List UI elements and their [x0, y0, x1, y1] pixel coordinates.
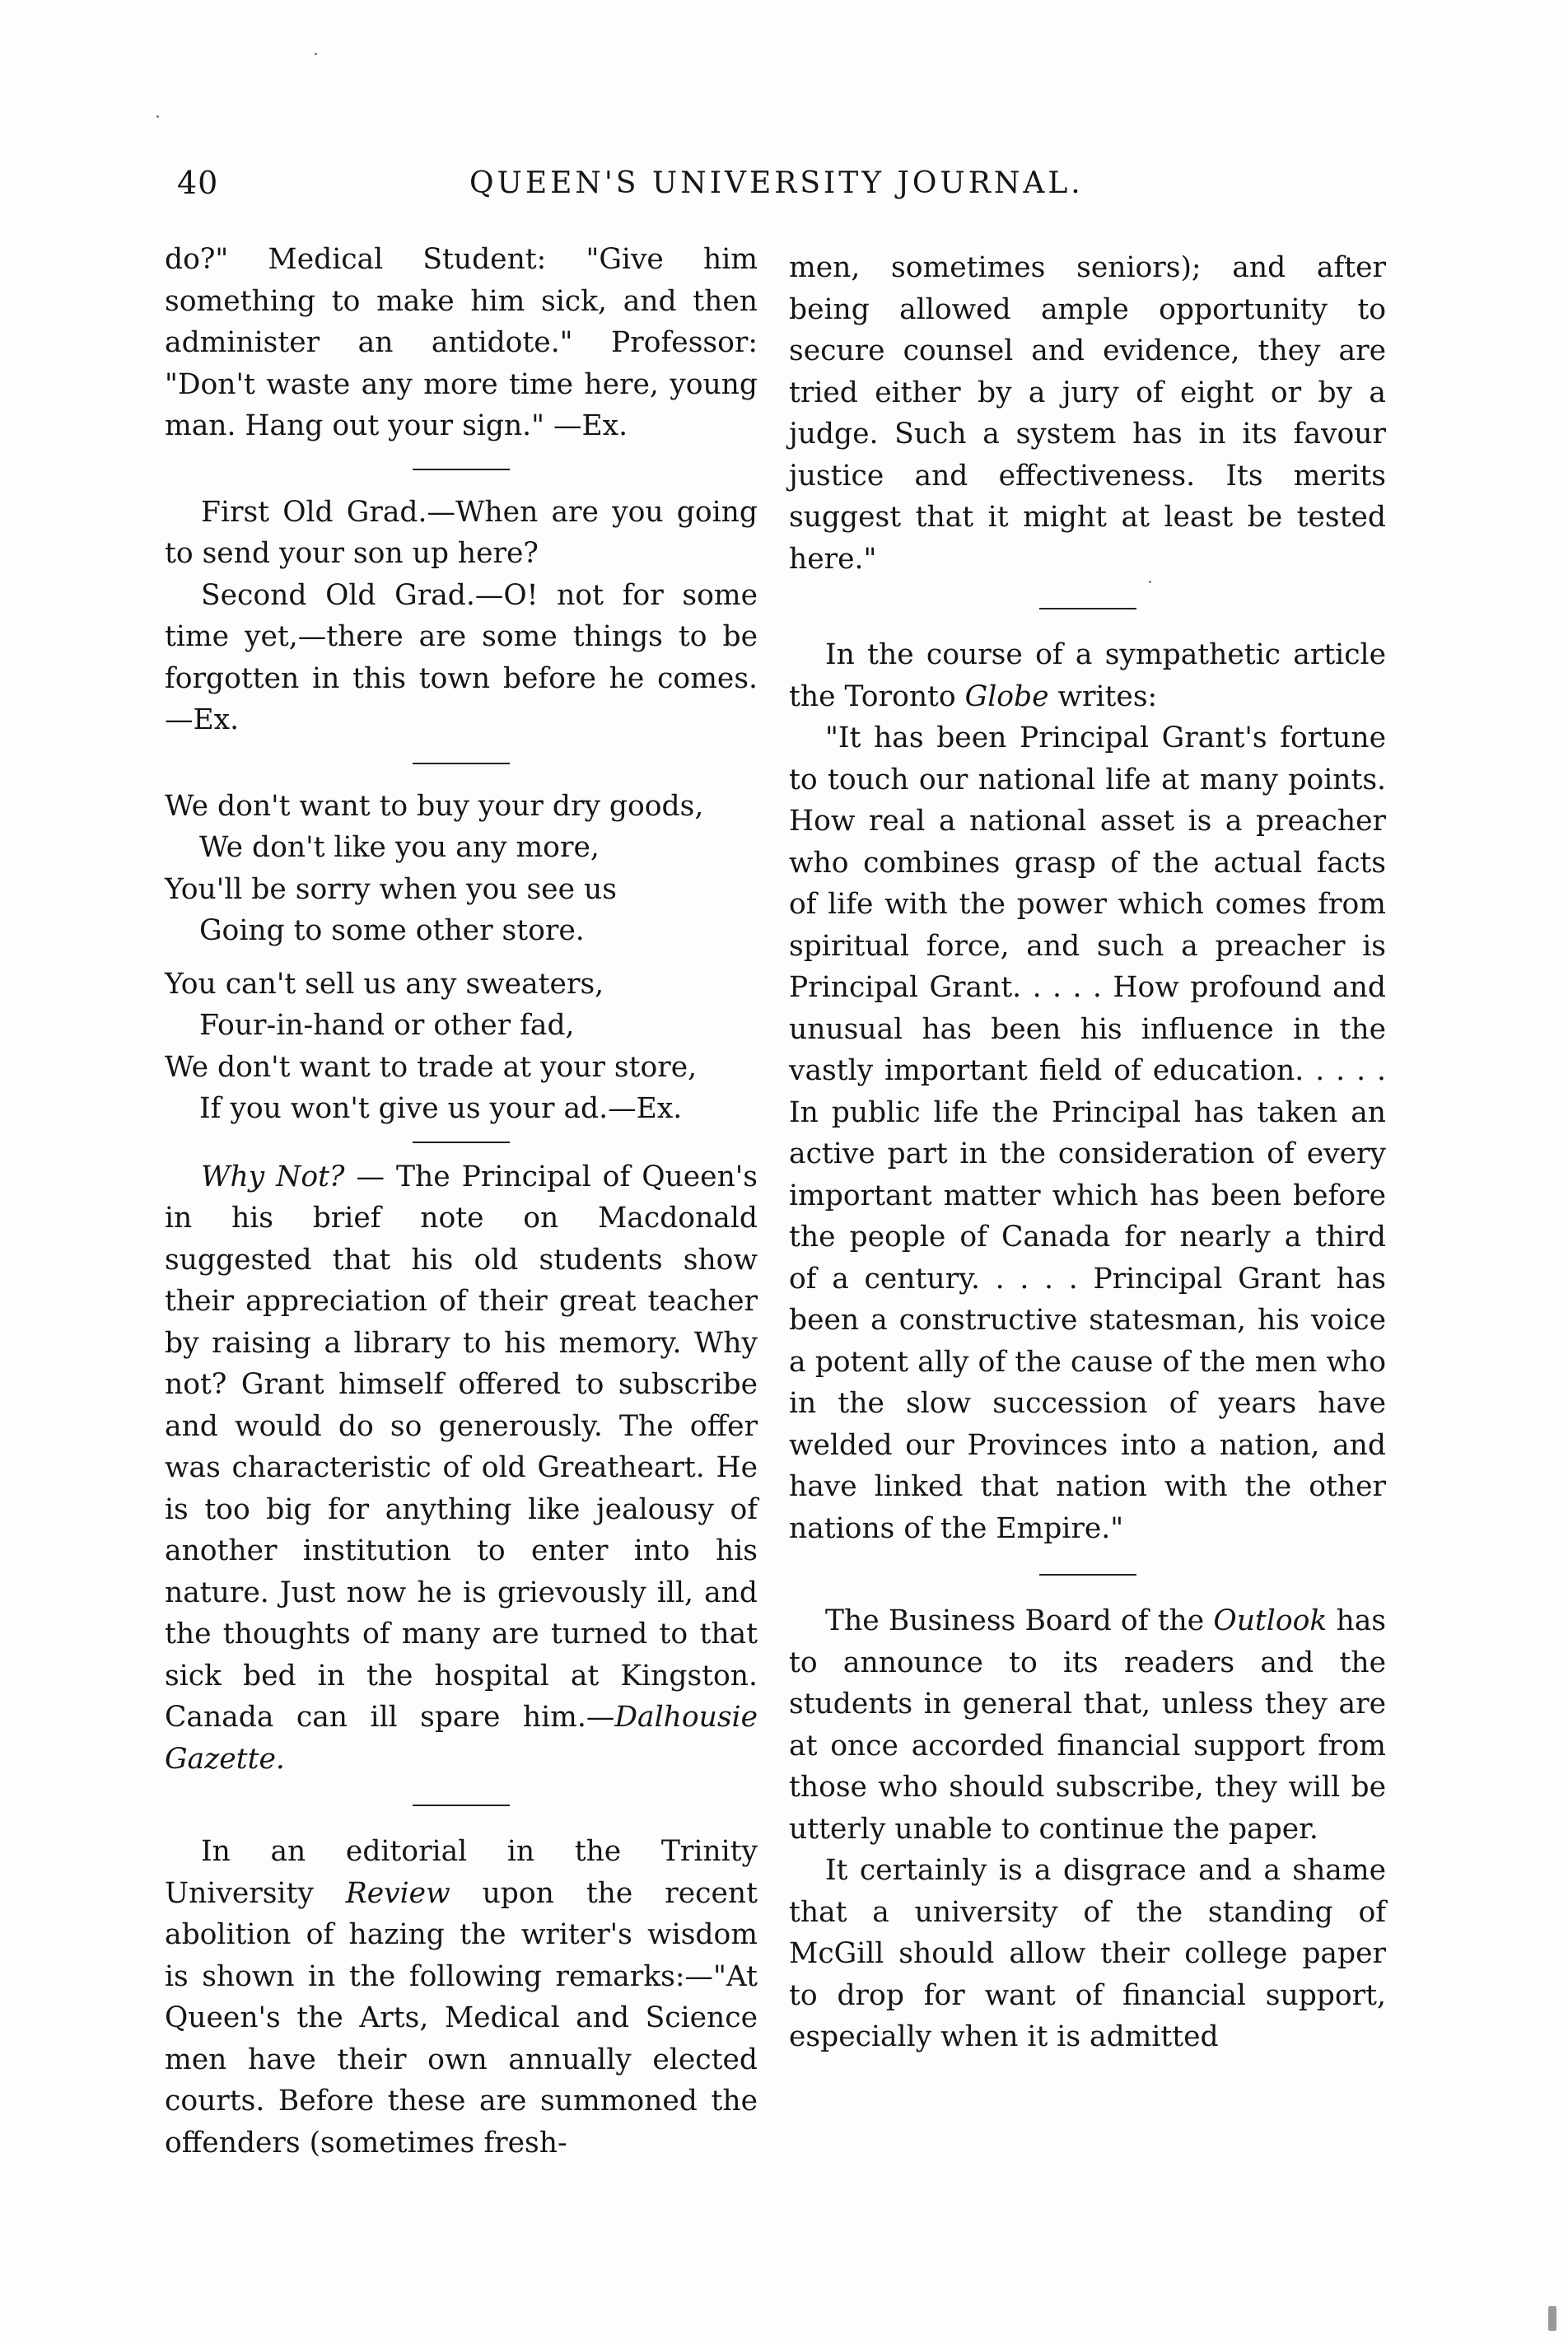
second-old-grad-paragraph: Second Old Grad.—O! not for some time yet,—there are some things to be forgotten in this town before he comes.—Ex.	[165, 578, 758, 736]
review-title: Review	[345, 1876, 450, 1910]
why-not-body: — The Principal of Queen's in his brief note on Macdonald suggested that his old students show their appreciation of their great teacher by raising a library to his memory. Why not? Grant himself offered to subscribe and would do so generously. The offer was characteristic of old Greatheart. He is too big for anything like jealousy of another institution to enter into his nature. Just now he is grievously ill, and the thoughts of many are turned to that sick bed in the hospital at Kingston. Canada can ill spare him.—	[165, 1160, 758, 1734]
verse-line: You'll be sorry when you see us	[165, 872, 617, 906]
page-header	[177, 165, 1396, 214]
journal-title: QUEEN'S UNIVERSITY JOURNAL.	[469, 166, 1084, 200]
verse-line: If you won't give us your ad.—Ex.	[199, 1092, 683, 1125]
scan-edge-mark	[1548, 2306, 1556, 2331]
outlook-text-a: The Business Board of the	[825, 1604, 1214, 1637]
outlook-business-board-paragraph	[789, 1600, 1386, 1850]
section-divider	[413, 763, 510, 764]
outlook-title: Outlook	[1213, 1604, 1328, 1637]
outlook-text-b: has to announce to its readers and the students in general that, unless they are at once accorded financial support from those who should subscribe, they will be utterly unable to continue the paper.	[789, 1604, 1386, 1846]
trinity-review-text-a: In an editorial in the Trinity University	[165, 1835, 758, 1910]
dalhousie-gazette-source: Dalhousie Gazette.	[165, 1701, 758, 1776]
stanza-gap	[165, 952, 758, 964]
section-divider	[1039, 1574, 1136, 1576]
why-not-paragraph	[165, 1156, 758, 1781]
trinity-review-paragraph	[165, 1831, 758, 2164]
globe-intro-text-a: In the course of a sympathetic article the Toronto	[789, 638, 1386, 713]
globe-title: Globe	[964, 679, 1049, 713]
section-divider	[413, 1142, 510, 1143]
mcgill-disgrace-paragraph: It certainly is a disgrace and a shame that a university of the standing of McGill should allow their college paper to drop for want of financial support, especially when it is admitted	[789, 1854, 1386, 2053]
section-divider	[413, 1805, 510, 1806]
toronto-globe-intro	[789, 634, 1386, 717]
section-divider	[413, 469, 510, 470]
verse-line: We don't want to buy your dry goods,	[165, 789, 704, 823]
left-column	[165, 239, 758, 2164]
verse-line: Going to some other store.	[199, 914, 585, 947]
globe-intro-text-b: writes:	[1048, 679, 1158, 713]
verse-line: We don't like you any more,	[199, 831, 600, 864]
principal-grant-quote: "It has been Principal Grant's fortune to touch our national life at many points. How real a national asset is a preacher who combines grasp of the actual facts of life with the power which comes from spiritual force, and such a preacher is Principal Grant. . . . . How profound and unusual has been his influence in the vastly important field of education. . . . . In public life the Principal has taken an active part in the consideration of every important matter which has been before the people of Canada for nearly a third of a century. . . . . Principal Grant has been a constructive statesman, his voice a potent ally of the cause of the men who in the slow succession of years have welded our Provinces into a nation, and have linked that nation with the other nations of the Empire."	[789, 721, 1386, 1545]
page-number: 40	[177, 165, 219, 201]
why-not-heading: Why Not?	[201, 1160, 345, 1193]
courts-continuation-paragraph: men, sometimes seniors); and after being allowed ample opportunity to secure counsel and evidence, they are tried either by a jury of eight or by a judge. Such a system has in its favour justice and effectiveness. Its merits suggest that it might at least be tested here."	[789, 251, 1386, 576]
verse-line: You can't sell us any sweaters,	[165, 967, 604, 1001]
scan-speck	[315, 53, 317, 55]
medical-student-anecdote: do?" Medical Student: "Give him something to make him sick, and then administer an antidote." Professor: "Don't waste any more time here, young man. Hang out your sign." —Ex.	[165, 243, 758, 442]
scan-speck	[156, 115, 159, 118]
scan-speck	[1149, 581, 1151, 583]
verse-line: We don't want to trade at your store,	[165, 1050, 698, 1084]
trinity-review-text-b: upon the recent abolition of hazing the writer's wisdom is shown in the following remarks:—"At Queen's the Arts, Medical and Science men have their own annually elected courts. Before these are summoned the offenders (sometimes fresh-	[165, 1876, 758, 2160]
first-old-grad-paragraph: First Old Grad.—When are you going to send your son up here?	[165, 495, 758, 570]
verse-line: Four-in-hand or other fad,	[199, 1009, 575, 1042]
right-column	[789, 247, 1386, 2058]
section-divider	[1039, 608, 1136, 609]
advertising-verse	[165, 786, 758, 1130]
